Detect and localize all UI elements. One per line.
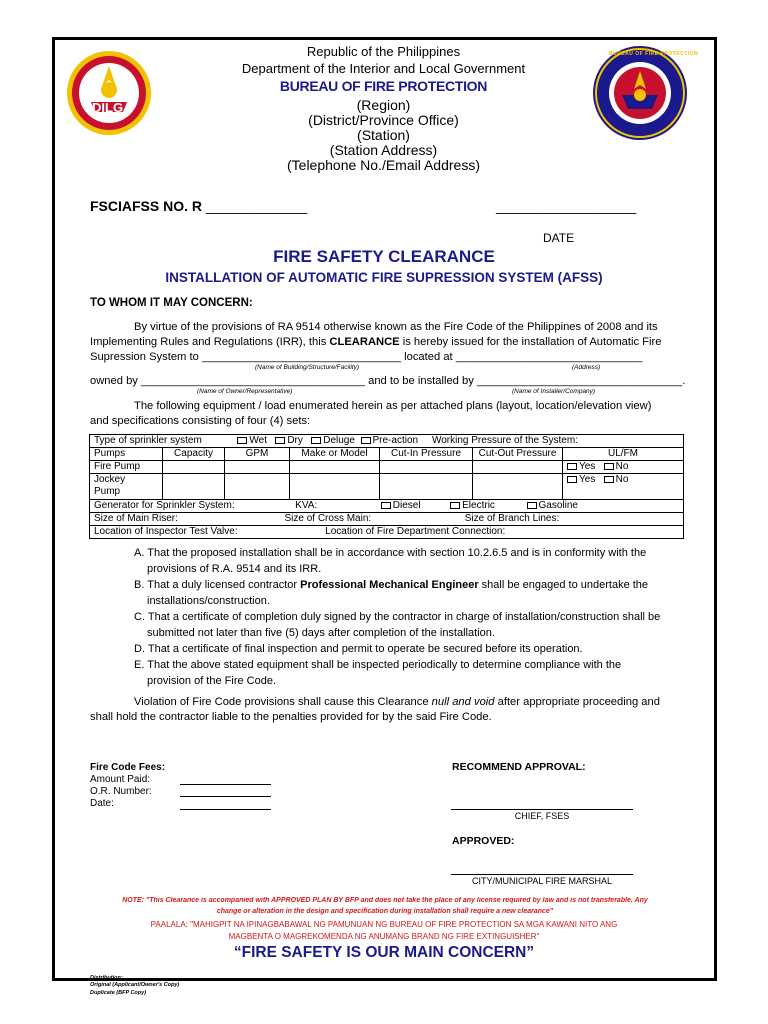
bfp-logo	[592, 45, 699, 141]
deluge-label: Deluge	[323, 435, 355, 446]
fsic-number-blank: _____________	[206, 198, 308, 214]
condition-a-1: A. That the proposed installation shall be in accordance with section 10.2.6.5 and is in conformity with the	[134, 547, 647, 559]
para1-line2	[90, 335, 661, 351]
note-line1: NOTE: "This Clearance is accompanied with APPROVED PLAN BY BFP and does not take the place of any license required by law and is not transferable. Any	[122, 897, 648, 904]
no-label: No	[615, 474, 629, 485]
main-riser-label: Size of Main Riser:	[94, 513, 178, 524]
jockey-label-2: Pump	[94, 486, 121, 497]
distribution-original: Original (Applicant/Owner's Copy)	[90, 982, 180, 988]
para1-line4: owned by ____________________________________ and to be installed by _________________________________.	[90, 375, 686, 387]
condition-b-1c: shall be engaged to undertake the	[478, 579, 649, 591]
fee-date-label: Date:	[90, 798, 114, 809]
table-row	[90, 500, 684, 513]
wet-checkbox[interactable]	[237, 437, 247, 444]
fee-date-line[interactable]	[180, 809, 271, 810]
station-line: (Station)	[357, 127, 410, 143]
dilg-logo-text: DILG	[92, 100, 124, 115]
document-subtitle: INSTALLATION OF AUTOMATIC FIRE SUPRESSION SYSTEM (AFSS)	[165, 270, 603, 285]
recommend-approval-label: RECOMMEND APPROVAL:	[452, 761, 586, 773]
location-cell	[90, 526, 684, 539]
region-line: (Region)	[356, 97, 411, 113]
working-pressure-label: Working Pressure of the System:	[431, 435, 578, 446]
cross-main-label: Size of Cross Main:	[284, 513, 372, 524]
condition-b-2: installations/construction.	[147, 595, 270, 607]
dry-label: Dry	[287, 435, 303, 446]
table-cell[interactable]	[473, 461, 563, 474]
telephone-line: (Telephone No./Email Address)	[287, 157, 480, 173]
distribution-title: Distribution:	[90, 975, 123, 981]
sprinkler-type-label: Type of sprinkler system	[94, 435, 202, 446]
preaction-checkbox[interactable]	[361, 437, 371, 444]
electric-checkbox[interactable]	[450, 502, 460, 509]
yes-label: Yes	[579, 474, 596, 485]
caption-address: (Address)	[572, 364, 601, 371]
table-cell[interactable]	[163, 474, 225, 500]
condition-e-1: E. That the above stated equipment shall be inspected periodically to determine compliance with the	[134, 659, 622, 671]
date-blank: __________________	[496, 198, 637, 214]
department-line: Department of the Interior and Local Government	[241, 61, 526, 76]
para1-line2a: Implementing Rules and Regulations (IRR), this	[90, 336, 330, 348]
condition-b-engineer: Professional Mechanical Engineer	[300, 579, 479, 591]
header-ulfm: UL/FM	[563, 448, 684, 461]
or-number-label: O.R. Number:	[90, 786, 152, 797]
bureau-line: BUREAU OF FIRE PROTECTION	[279, 78, 488, 94]
gasoline-checkbox[interactable]	[527, 502, 537, 509]
para1-line1: By virtue of the provisions of RA 9514 otherwise known as the Fire Code of the Philippines of 2008 and its	[134, 321, 658, 333]
chief-signature-line[interactable]	[451, 809, 633, 810]
table-row	[90, 526, 684, 539]
para2-line1: The following equipment / load enumerated herein as per attached plans (layout, location/elevation view)	[134, 400, 652, 412]
condition-e-2: provision of the Fire Code.	[147, 675, 277, 687]
document-title: FIRE SAFETY CLEARANCE	[273, 247, 495, 266]
fire-pump-label: Fire Pump	[90, 461, 163, 474]
test-valve-label: Location of Inspector Test Valve:	[94, 526, 238, 537]
yes-label: Yes	[579, 461, 596, 472]
header-make-model: Make or Model	[290, 448, 380, 461]
kva-label: KVA:	[295, 500, 318, 511]
date-label: DATE	[543, 231, 575, 245]
header-cut-in: Cut-In Pressure	[380, 448, 473, 461]
fire-pump-yes-checkbox[interactable]	[567, 463, 577, 470]
electric-label: Electric	[462, 500, 495, 511]
header-pumps: Pumps	[90, 448, 163, 461]
gasoline-label: Gasoline	[538, 500, 578, 511]
table-cell[interactable]	[225, 461, 290, 474]
condition-b-1	[134, 577, 679, 593]
wet-label: Wet	[249, 435, 267, 446]
violation-line2: shall hold the contractor liable to the penalties provided for by the said Fire Code.	[90, 711, 492, 723]
fire-pump-ulfm	[563, 461, 684, 474]
violation-1c: after appropriate proceeding and	[494, 696, 660, 708]
null-and-void: null and void	[431, 696, 495, 708]
table-row	[90, 461, 684, 474]
caption-installer: (Name of Installer/Company)	[512, 388, 596, 395]
jockey-yes-checkbox[interactable]	[567, 476, 577, 483]
para2-line2: and specifications consisting of four (4) sets:	[90, 415, 311, 427]
dilg-logo	[66, 50, 152, 136]
fees-title: Fire Code Fees:	[90, 762, 166, 773]
table-row	[90, 448, 684, 461]
amount-paid-label: Amount Paid:	[90, 774, 151, 785]
district-line: (District/Province Office)	[308, 112, 459, 128]
header-gpm: GPM	[225, 448, 290, 461]
conditions-list	[134, 545, 679, 689]
chief-fses-label: CHIEF, FSES	[514, 811, 570, 821]
approved-label: APPROVED:	[452, 835, 515, 847]
table-row	[90, 435, 684, 448]
specification-table	[89, 434, 684, 539]
para1-line2c: is hereby issued for the installation of Automatic Fire	[399, 336, 662, 348]
diesel-checkbox[interactable]	[381, 502, 391, 509]
or-number-line[interactable]	[180, 796, 271, 797]
jockey-no-checkbox[interactable]	[604, 476, 614, 483]
branch-lines-label: Size of Branch Lines:	[464, 513, 560, 524]
preaction-label: Pre-action	[372, 435, 419, 446]
bfp-logo-ring-text: BUREAU OF FIRE PROTECTION	[609, 51, 699, 57]
table-cell[interactable]	[473, 474, 563, 500]
header-capacity: Capacity	[163, 448, 225, 461]
violation-1a: Violation of Fire Code provisions shall cause this Clearance	[134, 696, 432, 708]
note-line2: change or alteration in the design and specification during installation shall require a new clearance"	[216, 908, 554, 915]
jockey-pump-label	[90, 474, 163, 500]
sprinkler-type-cell	[90, 435, 684, 448]
caption-building: (Name of Building/Structure/Facility)	[255, 364, 360, 371]
generator-label: Generator for Sprinkler System:	[94, 500, 235, 511]
motto: “FIRE SAFETY IS OUR MAIN CONCERN”	[233, 944, 535, 961]
paalala-line2: MAGBENTA O MAGREKOMENDA NG ANUMANG BRAND NG FIRE EXTINGUISHER"	[228, 932, 540, 941]
condition-c-1: C. That a certificate of completion duly signed by the contractor in charge of installation/construction shall be	[134, 611, 661, 623]
para1-line3: Supression System to ________________________________ located at ______________________________	[90, 351, 643, 363]
header-cut-out: Cut-Out Pressure	[473, 448, 563, 461]
station-address-line: (Station Address)	[329, 142, 438, 158]
marshal-signature-line[interactable]	[451, 874, 633, 875]
table-row	[90, 474, 684, 500]
caption-owner: (Name of Owner/Representative)	[197, 388, 293, 395]
table-cell[interactable]	[225, 474, 290, 500]
table-cell[interactable]	[163, 461, 225, 474]
salutation: TO WHOM IT MAY CONCERN:	[90, 297, 253, 309]
table-row	[90, 513, 684, 526]
fsic-number-label: FSCIAFSS NO. R	[90, 198, 203, 214]
fd-connection-label: Location of Fire Department Connection:	[325, 526, 506, 537]
condition-d-1: D. That a certificate of final inspection and permit to operate be secured before its operation.	[134, 643, 583, 655]
paalala-line1: PAALALA: "MAHIGPIT NA IPINAGBABAWAL NG PAMUNUAN NG BUREAU OF FIRE PROTECTION SA MGA KAWANI NITO ANG	[150, 920, 618, 929]
amount-paid-line[interactable]	[180, 784, 271, 785]
table-cell[interactable]	[290, 474, 380, 500]
table-cell[interactable]	[380, 474, 473, 500]
no-label: No	[615, 461, 629, 472]
condition-c-2: submitted not later than five (5) days after completion of the installation.	[147, 627, 495, 639]
table-cell[interactable]	[380, 461, 473, 474]
fire-marshal-label: CITY/MUNICIPAL FIRE MARSHAL	[471, 876, 613, 886]
condition-b-1a: B. That a duly licensed contractor	[134, 579, 301, 591]
generator-cell	[90, 500, 684, 513]
clearance-word: CLEARANCE	[329, 336, 400, 348]
fire-pump-no-checkbox[interactable]	[604, 463, 614, 470]
republic-line: Republic of the Philippines	[306, 44, 461, 59]
diesel-label: Diesel	[392, 500, 421, 511]
jockey-pump-ulfm	[563, 474, 684, 500]
dry-checkbox[interactable]	[275, 437, 285, 444]
deluge-checkbox[interactable]	[311, 437, 321, 444]
distribution-duplicate: Duplicate (BFP Copy)	[90, 990, 147, 996]
violation-line1	[134, 695, 660, 711]
jockey-label-1: Jockey	[94, 474, 126, 485]
table-cell[interactable]	[290, 461, 380, 474]
size-cell	[90, 513, 684, 526]
condition-a-2: provisions of R.A. 9514 and its IRR.	[147, 563, 322, 575]
